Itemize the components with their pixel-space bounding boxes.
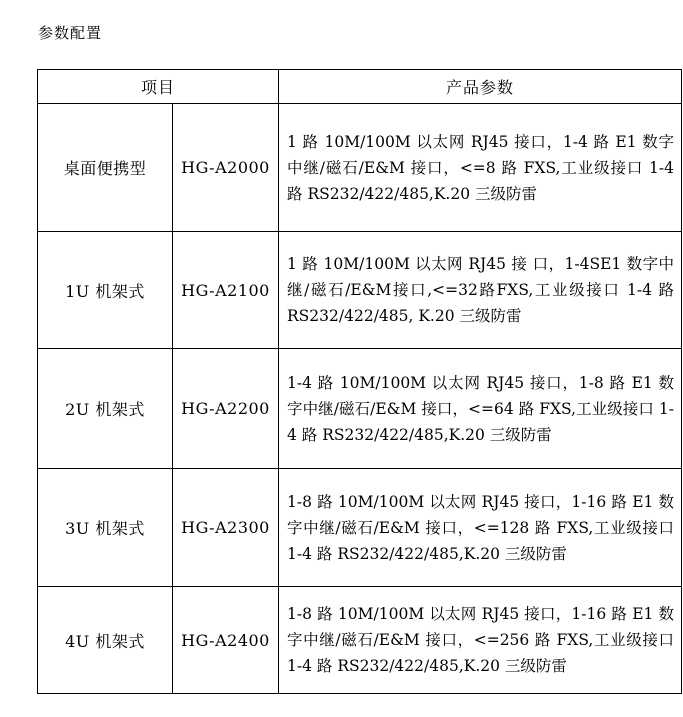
product-model: HG-A2300 bbox=[173, 469, 279, 587]
product-type: 1U 机架式 bbox=[38, 232, 173, 349]
product-params: 1 路 10M/100M 以太网 RJ45 接 口，1-4SE1 数字中继/磁石/E&M接口,<=32路FXS,工业级接口 1-4 路 RS232/422/485, K.20 三级防雷 bbox=[279, 232, 682, 349]
product-params: 1-8 路 10M/100M 以太网 RJ45 接口，1-16 路 E1 数字中继/磁石/E&M 接口，<=256 路 FXS,工业级接口 1-4 路 RS232/422/485,K.20 三级防雷 bbox=[279, 587, 682, 694]
product-type: 桌面便携型 bbox=[38, 104, 173, 232]
product-model: HG-A2400 bbox=[173, 587, 279, 694]
product-params: 1-8 路 10M/100M 以太网 RJ45 接口，1-16 路 E1 数字中继/磁石/E&M 接口，<=128 路 FXS,工业级接口 1-4 路 RS232/422/485,K.20 三级防雷 bbox=[279, 469, 682, 587]
table-row bbox=[38, 469, 682, 587]
product-type: 2U 机架式 bbox=[38, 349, 173, 469]
product-type: 4U 机架式 bbox=[38, 587, 173, 694]
product-params: 1 路 10M/100M 以太网 RJ45 接口，1-4 路 E1 数字中继/磁石/E&M 接口，<=8 路 FXS,工业级接口 1-4 路 RS232/422/485,K.20 三级防雷 bbox=[279, 104, 682, 232]
table-row bbox=[38, 587, 682, 694]
column-header-params: 产品参数 bbox=[279, 70, 682, 104]
product-model: HG-A2000 bbox=[173, 104, 279, 232]
column-header-item: 项目 bbox=[38, 70, 279, 104]
table-row bbox=[38, 104, 682, 232]
table-row bbox=[38, 349, 682, 469]
product-params: 1-4 路 10M/100M 以太网 RJ45 接口，1-8 路 E1 数字中继/磁石/E&M 接口，<=64 路 FXS,工业级接口 1-4 路 RS232/422/485,K.20 三级防雷 bbox=[279, 349, 682, 469]
product-model: HG-A2100 bbox=[173, 232, 279, 349]
product-type: 3U 机架式 bbox=[38, 469, 173, 587]
product-model: HG-A2200 bbox=[173, 349, 279, 469]
table-header-row bbox=[38, 70, 682, 104]
spec-table bbox=[37, 69, 682, 694]
table-row bbox=[38, 232, 682, 349]
page-title: 参数配置 bbox=[38, 24, 103, 42]
